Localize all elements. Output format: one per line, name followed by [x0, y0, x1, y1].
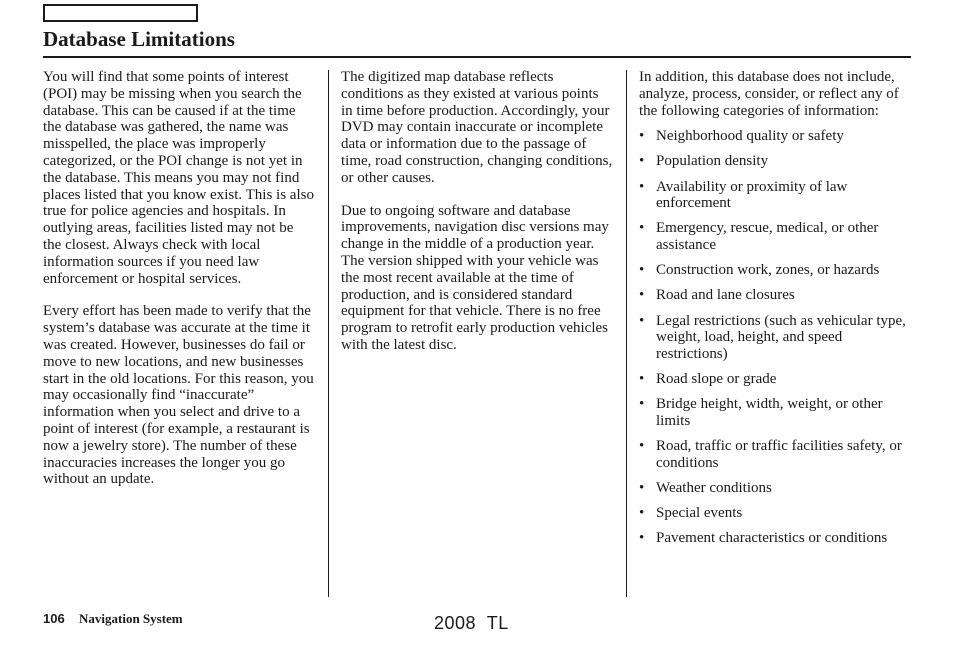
- list-item-text: Construction work, zones, or hazards: [656, 262, 880, 279]
- bullet-dot: •: [639, 178, 645, 195]
- title-divider: [43, 56, 911, 58]
- paragraph-database-accuracy: Every effort has been made to verify that the system’s database was accurate at the time it was created. However, businesses do fail or move to new locations, and new businesses start in the old locations. For this reason, you may occasionally find “inaccurate” information when you select and drive to a point of interest (for example, a restaurant is now a jewelry store). The number of these inaccuracies increases the longer you go without an update.: [43, 303, 314, 488]
- bullet-dot: •: [639, 287, 645, 304]
- bullet-dot: •: [639, 220, 645, 237]
- bullet-dot: •: [639, 312, 645, 329]
- list-item-text: Legal restrictions (such as vehicular type, weight, load, height, and speed restrictions): [656, 312, 906, 363]
- list-item-text: Emergency, rescue, medical, or other assistance: [656, 220, 879, 254]
- list-item-text: Bridge height, width, weight, or other limits: [656, 396, 883, 430]
- bullet-dot: •: [639, 396, 645, 413]
- list-item: [639, 396, 911, 430]
- paragraph-poi-missing: You will find that some points of interest (POI) may be missing when you search the database. This can be caused if at the time the database was gathered, the name was misspelled, the place was improperly categorized, or the POI change is not yet in the database. This means you may not find places listed that you know exist. This is also true for police agencies and hospitals. In outlying areas, facilities listed may not be the closest. Always check with local information sources if you need law enforcement or hospital services.: [43, 69, 314, 287]
- footer-model-name: 2008 TL: [434, 613, 509, 633]
- list-item: [639, 313, 911, 363]
- bullet-dot: •: [639, 128, 645, 145]
- list-item: [639, 128, 911, 145]
- list-item-text: Road and lane closures: [656, 287, 795, 304]
- page-title: Database Limitations: [43, 27, 235, 51]
- bullet-dot: •: [639, 371, 645, 388]
- list-item: [639, 371, 911, 388]
- column-divider-right: [626, 70, 627, 597]
- paragraph-map-conditions: The digitized map database reflects conditions as they existed at various points in time before production. Accordingly, your DVD may contain inaccurate or incomplete data or information due to the passage of time, road construction, changing conditions, or other causes.: [341, 69, 613, 186]
- footer-page-number: 106: [43, 611, 65, 626]
- list-item: [639, 438, 911, 472]
- header-tab-box: [43, 4, 198, 22]
- list-item-text: Pavement characteristics or conditions: [656, 530, 888, 547]
- list-item: [639, 179, 911, 213]
- list-item-text: Road slope or grade: [656, 371, 777, 388]
- list-item: [639, 480, 911, 497]
- list-item: [639, 153, 911, 170]
- list-item: [639, 262, 911, 279]
- bullet-dot: •: [639, 530, 645, 547]
- list-item-text: Road, traffic or traffic facilities safety, or conditions: [656, 438, 902, 472]
- excluded-categories-list: [639, 128, 911, 547]
- list-item-text: Population density: [656, 153, 769, 170]
- list-item-text: Weather conditions: [656, 480, 772, 497]
- column-right: [639, 69, 911, 555]
- paragraph-disc-versions: Due to ongoing software and database improvements, navigation disc versions may change in the middle of a production year. The version shipped with your vehicle was the most recent available at the time of production, and is considered standard equipment for that vehicle. There is no free program to retrofit early production vehicles with the latest disc.: [341, 202, 609, 353]
- bullet-dot: •: [639, 480, 645, 497]
- bullet-dot: •: [639, 438, 645, 455]
- bullet-dot: •: [639, 505, 645, 522]
- list-item: [639, 505, 911, 522]
- column-middle: [341, 69, 613, 370]
- list-item: [639, 287, 911, 304]
- column-divider-left: [328, 70, 329, 597]
- column-left: [43, 69, 315, 504]
- list-item-text: Neighborhood quality or safety: [656, 128, 844, 145]
- list-item-text: Special events: [656, 505, 743, 522]
- list-item: [639, 530, 911, 547]
- paragraph-categories-intro: In addition, this database does not include, analyze, process, consider, or reflect any of the following categories of information:: [639, 69, 899, 119]
- bullet-dot: •: [639, 153, 645, 170]
- footer-section-name: Navigation System: [79, 611, 183, 626]
- list-item: [639, 220, 911, 254]
- list-item-text: Availability or proximity of law enforcement: [656, 178, 848, 212]
- bullet-dot: •: [639, 262, 645, 279]
